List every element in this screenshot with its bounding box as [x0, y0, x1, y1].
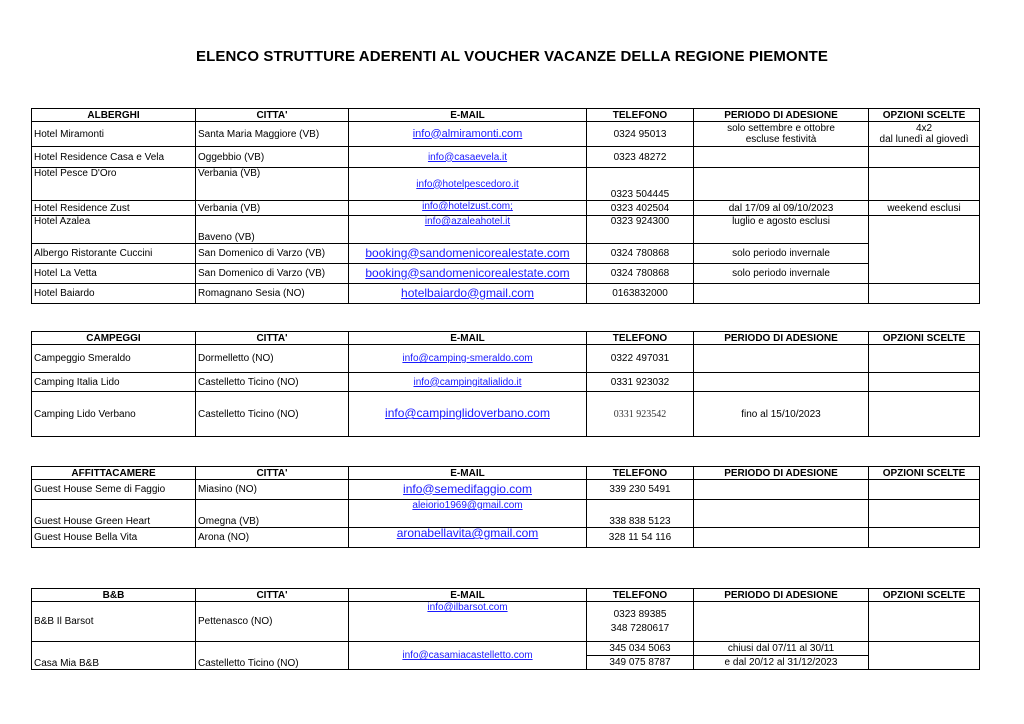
- phone: 349 075 8787: [609, 657, 671, 668]
- period: solo periodo invernale: [694, 264, 869, 284]
- table-row: [32, 345, 980, 373]
- header-citta: CITTA': [196, 109, 349, 122]
- header-telefono: TELEFONO: [587, 467, 694, 480]
- period: luglio e agosto esclusi: [694, 216, 869, 244]
- city: Arona (NO): [196, 528, 349, 548]
- phone: 0331 923542: [587, 392, 694, 437]
- phone: 338 838 5123: [587, 500, 694, 528]
- phone: 0323 48272: [587, 147, 694, 168]
- struttura-name: Casa Mia B&B: [32, 642, 196, 670]
- phone: 0331 923032: [587, 373, 694, 392]
- struttura-name: Guest House Green Heart: [32, 500, 196, 528]
- period: solo periodo invernale: [694, 244, 869, 264]
- period: dal 17/09 al 09/10/2023: [694, 201, 869, 216]
- table-row: [32, 480, 980, 500]
- period: fino al 15/10/2023: [694, 392, 869, 437]
- table-affittacamere: [31, 466, 980, 548]
- table-campeggi: [31, 331, 980, 437]
- city: Castelletto Ticino (NO): [196, 392, 349, 437]
- header-telefono: TELEFONO: [587, 589, 694, 602]
- header-opzioni: OPZIONI SCELTE: [869, 332, 980, 345]
- phone: 328 11 54 116: [587, 528, 694, 548]
- email-link[interactable]: info@casaevela.it: [427, 151, 508, 163]
- phone: 345 034 5063: [587, 642, 693, 656]
- city: Oggebbio (VB): [196, 147, 349, 168]
- header-periodo: PERIODO DI ADESIONE: [694, 467, 869, 480]
- category-header: CAMPEGGI: [32, 332, 196, 345]
- struttura-name: Hotel Baiardo: [32, 284, 196, 304]
- table-row: [32, 264, 980, 284]
- category-header: B&B: [32, 589, 196, 602]
- category-header: AFFITTACAMERE: [32, 467, 196, 480]
- phone: 0322 497031: [587, 345, 694, 373]
- city: Castelletto Ticino (NO): [196, 642, 349, 670]
- city: San Domenico di Varzo (VB): [196, 264, 349, 284]
- table-row: [32, 122, 980, 147]
- header-citta: CITTA': [196, 467, 349, 480]
- city: Verbania (VB): [196, 168, 349, 201]
- struttura-name: Guest House Bella Vita: [32, 528, 196, 548]
- city: Romagnano Sesia (NO): [196, 284, 349, 304]
- header-opzioni: OPZIONI SCELTE: [869, 589, 980, 602]
- option-line: 4x2: [915, 123, 933, 134]
- email-link[interactable]: info@semedifaggio.com: [403, 481, 532, 496]
- option-line: dal lunedì al giovedì: [879, 134, 969, 145]
- header-periodo: PERIODO DI ADESIONE: [694, 332, 869, 345]
- table-row: [32, 373, 980, 392]
- email-link[interactable]: booking@sandomenicorealestate.com: [365, 245, 570, 260]
- table-row: [32, 642, 980, 670]
- table-alberghi: [31, 108, 980, 304]
- email-link[interactable]: info@ilbarsot.com: [427, 602, 508, 613]
- city: Baveno (VB): [196, 216, 349, 244]
- table-header: [32, 109, 980, 122]
- struttura-name: Guest House Seme di Faggio: [32, 480, 196, 500]
- category-header: ALBERGHI: [32, 109, 196, 122]
- period-line: solo settembre e ottobre: [727, 123, 835, 134]
- email-link[interactable]: booking@sandomenicorealestate.com: [365, 265, 570, 280]
- option: weekend esclusi: [869, 201, 980, 216]
- email-link[interactable]: info@camping-smeraldo.com: [402, 353, 533, 364]
- struttura-name: Hotel Azalea: [32, 216, 196, 244]
- phone: 0323 89385: [613, 608, 667, 620]
- email-link[interactable]: aronabellavita@gmail.com: [396, 527, 539, 540]
- header-opzioni: OPZIONI SCELTE: [869, 109, 980, 122]
- email-link[interactable]: info@casamiacastelletto.com: [402, 650, 533, 661]
- phone: 0324 95013: [587, 122, 694, 147]
- email-link[interactable]: info@azaleahotel.it: [424, 216, 511, 227]
- page-title: ELENCO STRUTTURE ADERENTI AL VOUCHER VACANZE DELLA REGIONE PIEMONTE: [195, 48, 828, 65]
- header-opzioni: OPZIONI SCELTE: [869, 467, 980, 480]
- header-email: E-MAIL: [349, 109, 587, 122]
- header-telefono: TELEFONO: [587, 109, 694, 122]
- phone: 348 7280617: [610, 622, 670, 634]
- header-email: E-MAIL: [349, 332, 587, 345]
- struttura-name: Hotel Residence Zust: [32, 201, 196, 216]
- period-line: escluse festività: [745, 134, 817, 145]
- table-header: [32, 589, 980, 602]
- city: Omegna (VB): [196, 500, 349, 528]
- table-row: [32, 168, 980, 201]
- city: San Domenico di Varzo (VB): [196, 244, 349, 264]
- header-email: E-MAIL: [349, 589, 587, 602]
- header-email: E-MAIL: [349, 467, 587, 480]
- city: Santa Maria Maggiore (VB): [196, 122, 349, 147]
- phone: 0324 780868: [587, 244, 694, 264]
- struttura-name: Albergo Ristorante Cuccini: [32, 244, 196, 264]
- header-periodo: PERIODO DI ADESIONE: [694, 589, 869, 602]
- phone: 0324 780868: [587, 264, 694, 284]
- email-link[interactable]: info@campinglidoverbano.com: [385, 406, 550, 420]
- email-link[interactable]: info@hotelzust.com;: [422, 201, 513, 212]
- table-row: [32, 284, 980, 304]
- table-row: [32, 500, 980, 528]
- header-periodo: PERIODO DI ADESIONE: [694, 109, 869, 122]
- struttura-name: Hotel Miramonti: [32, 122, 196, 147]
- table-row: [32, 392, 980, 437]
- phone: 0323 402504: [587, 201, 694, 216]
- header-citta: CITTA': [196, 589, 349, 602]
- city: Pettenasco (NO): [196, 602, 349, 642]
- table-header: [32, 467, 980, 480]
- header-citta: CITTA': [196, 332, 349, 345]
- phone: 0163832000: [587, 284, 694, 304]
- struttura-name: Hotel Residence Casa e Vela: [32, 147, 196, 168]
- table-row: [32, 602, 980, 642]
- email-link[interactable]: aleiorio1969@gmail.com: [412, 500, 523, 511]
- struttura-name: Hotel La Vetta: [32, 264, 196, 284]
- period-line: chiusi dal 07/11 al 30/11: [694, 642, 868, 656]
- city: Castelletto Ticino (NO): [196, 373, 349, 392]
- period-line: e dal 20/12 al 31/12/2023: [724, 657, 838, 668]
- table-row: [32, 216, 980, 244]
- table-bb: [31, 588, 980, 670]
- table-row: [32, 147, 980, 168]
- table-header: [32, 332, 980, 345]
- phone: 0323 924300: [587, 216, 694, 244]
- struttura-name: B&B Il Barsot: [32, 602, 196, 642]
- table-row: [32, 244, 980, 264]
- header-telefono: TELEFONO: [587, 332, 694, 345]
- city: Dormelletto (NO): [196, 345, 349, 373]
- city: Miasino (NO): [196, 480, 349, 500]
- email-link[interactable]: hotelbaiardo@gmail.com: [401, 285, 534, 300]
- struttura-name: Camping Lido Verbano: [32, 392, 196, 437]
- phone: 0323 504445: [587, 168, 694, 201]
- struttura-name: Hotel Pesce D'Oro: [32, 168, 196, 201]
- email-link[interactable]: info@campingitalialido.it: [413, 376, 522, 388]
- email-link[interactable]: info@hotelpescedoro.it: [416, 178, 519, 190]
- phone: 339 230 5491: [587, 480, 694, 500]
- struttura-name: Campeggio Smeraldo: [32, 345, 196, 373]
- table-row: [32, 201, 980, 216]
- struttura-name: Camping Italia Lido: [32, 373, 196, 392]
- table-row: [32, 528, 980, 548]
- email-link[interactable]: info@almiramonti.com: [412, 127, 523, 140]
- city: Verbania (VB): [196, 201, 349, 216]
